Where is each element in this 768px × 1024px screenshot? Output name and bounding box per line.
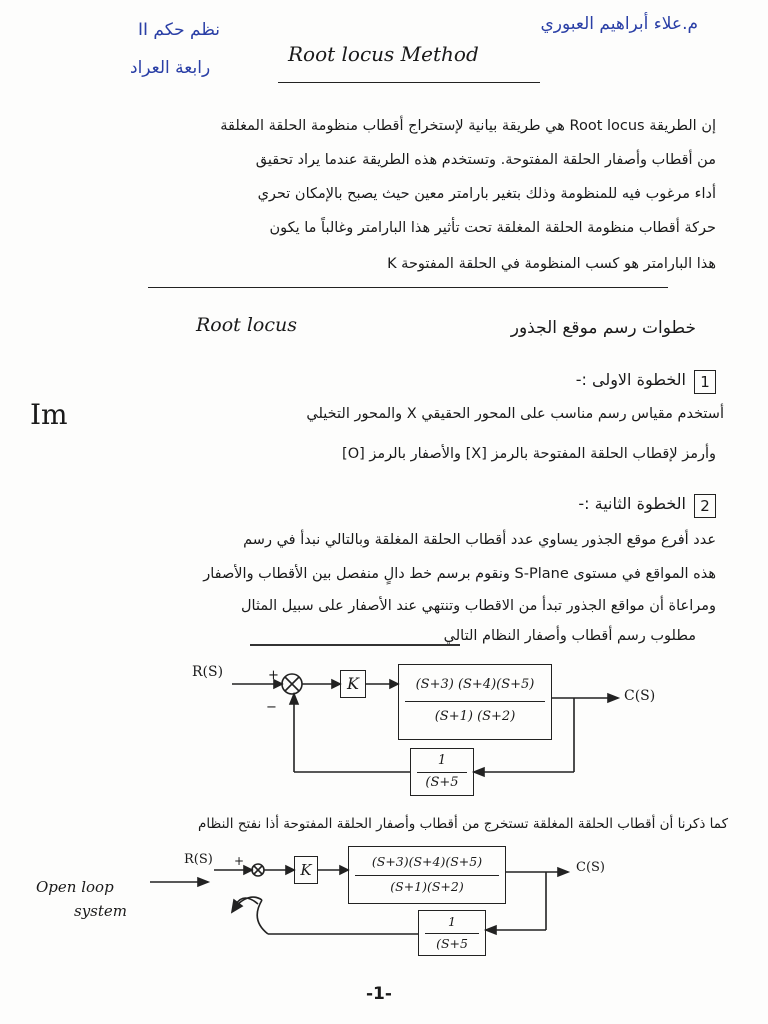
- diagram2-forward-fraction-bar: [355, 875, 499, 876]
- diagram2-gain-block: [294, 856, 318, 884]
- level-label: رابعة العراد: [130, 58, 211, 78]
- step1-number: 1: [694, 370, 716, 394]
- step1-title: الخطوة الاولى :-: [575, 370, 686, 389]
- diagram2-input-label: R(S): [184, 852, 213, 867]
- diagram2-feedback-fraction-bar: [425, 933, 479, 934]
- note-line: كما ذكرنا أن أقطاب الحلقة المغلقة تستخرج من أقطاب وأصفار الحلقة المفتوحة أذا نفتح النظام: [198, 816, 728, 832]
- step2-title: الخطوة الثانية :-: [578, 494, 686, 513]
- step2-line-1: عدد أفرع موقع الجذور يساوي عدد أقطاب الحلقة المغلقة وبالتالي نبدأ في رسم: [243, 532, 716, 548]
- diagram1-feedback-denominator: (S+5: [425, 775, 459, 790]
- intro-line-4: حركة أقطاب منظومة الحلقة المغلقة تحت تأثير هذا البارامتر وغالباً ما يكون: [269, 220, 716, 236]
- page-number: -1-: [366, 984, 392, 1004]
- step2-line-4: مطلوب رسم أقطاب وأصفار النظام التالي: [443, 628, 696, 644]
- step1-line-2: وأرمز لإقطاب الحلقة المفتوحة بالرمز [X] والأصفار بالرمز [O]: [342, 446, 716, 462]
- diagram2-forward-numerator: (S+3)(S+4)(S+5): [371, 854, 483, 869]
- intro-line-1: إن الطريقة Root locus هي طريقة بيانية لإستخراج أقطاب منظومة الحلقة المغلقة: [220, 118, 716, 134]
- step1-line-1: أستخدم مقياس رسم مناسب على المحور الحقيقي X والمحور التخيلي: [306, 406, 724, 422]
- step2-line-2: هذه المواقع في مستوى S-Plane ونقوم برسم خط دالٍ منفصل بين الأقطاب والأصفار: [203, 566, 716, 582]
- diagram2-feedback-numerator: 1: [448, 914, 456, 929]
- course-label: نظم حكم II: [138, 20, 221, 40]
- intro-line-3: أداء مرغوب فيه للمنظومة وذلك بتغير بارامتر معين حيث يصبح بالإمكان تحري: [257, 186, 716, 202]
- im-axis-label: Im: [30, 398, 68, 431]
- diagram2-output-label: C(S): [576, 860, 605, 875]
- diagram1-feedback-numerator: 1: [437, 753, 447, 768]
- diagram2-plus-sign: +: [234, 854, 245, 868]
- diagram1-gain-label: K: [347, 674, 359, 693]
- step2-line-3: ومراعاة أن مواقع الجذور تبدأ من الاقطاب وتنتهي عند الأصفار على سبيل المثال: [241, 598, 716, 614]
- diagram1-plus-sign: +: [268, 668, 279, 683]
- diagram1-forward-denominator: (S+1) (S+2): [434, 709, 516, 724]
- diagram2-feedback-block: [418, 910, 486, 956]
- diagram2-gain-label: K: [300, 861, 312, 879]
- steps-heading-arabic: خطوات رسم موقع الجذور: [510, 318, 696, 338]
- intro-line-5: هذا البارامتر هو كسب المنظومة في الحلقة المفتوحة K: [387, 256, 716, 272]
- step2-number: 2: [694, 494, 716, 518]
- open-loop-label-1: Open loop: [36, 878, 114, 896]
- diagram2-feedback-denominator: (S+5: [436, 936, 468, 951]
- page-title: Root locus Method: [288, 42, 479, 66]
- open-loop-label-2: system: [74, 902, 127, 920]
- diagram1-minus-sign: −: [266, 700, 277, 715]
- diagram1-input-label: R(S): [192, 664, 224, 680]
- diagram1-output-label: C(S): [624, 688, 656, 704]
- intro-line-2: من أقطاب وأصفار الحلقة المفتوحة. وتستخدم هذه الطريقة عندما يراد تحقيق: [255, 152, 716, 168]
- steps-heading-english: Root locus: [196, 314, 298, 336]
- diagram2-forward-denominator: (S+1)(S+2): [390, 879, 464, 894]
- diagram2-forward-block: [348, 846, 506, 904]
- diagram1-forward-numerator: (S+3) (S+4)(S+5): [415, 677, 535, 692]
- author-name: م.علاء أبراهيم العبوري: [540, 14, 698, 34]
